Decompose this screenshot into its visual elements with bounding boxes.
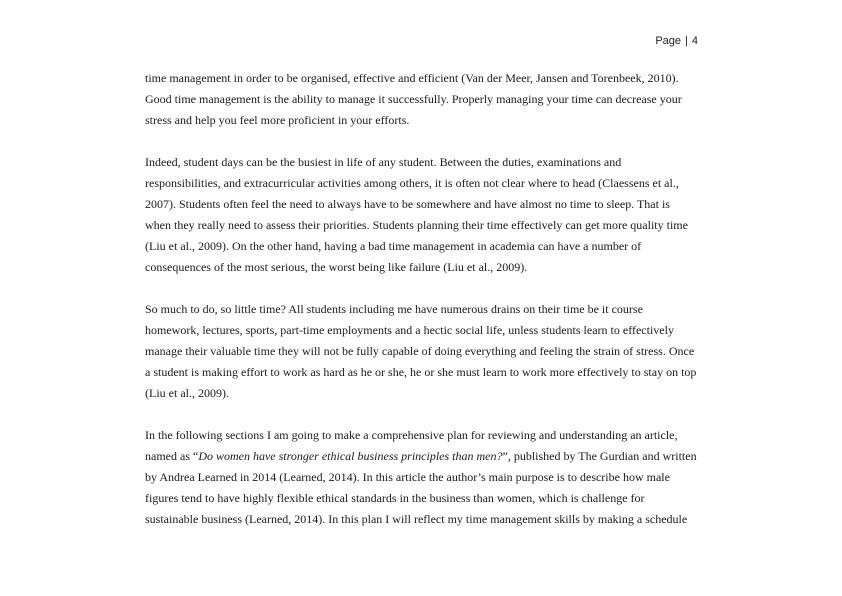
text-line: 2007). Students often feel the need to always have to be somewhere and have almost no time to sleep. That is (145, 197, 670, 211)
text-line: by Andrea Learned in 2014 (Learned, 2014). In this article the author’s main purpose is to describe how male (145, 470, 670, 484)
text-line: figures tend to have highly flexible ethical standards in the business than women, which is challenge for (145, 491, 645, 505)
text-line: time management in order to be organised, effective and efficient (Van der Meer, Jansen and Torenbeek, 2010). (145, 71, 679, 85)
text-line: when they really need to assess their priorities. Students planning their time effectively can get more quality time (145, 218, 688, 232)
paragraph-4 (145, 425, 705, 530)
page-label: Page (655, 35, 682, 47)
page-separator: | (685, 35, 688, 47)
paragraph-1 (145, 68, 705, 131)
page-number: 4 (691, 35, 698, 47)
text-line: (Liu et al., 2009). (145, 386, 229, 400)
page-header (655, 35, 698, 47)
text-segment: named as “ (145, 449, 199, 463)
document-body (145, 68, 705, 551)
text-line: Good time management is the ability to manage it successfully. Properly managing your time can decrease your (145, 92, 682, 106)
text-line: consequences of the most serious, the worst being like failure (Liu et al., 2009). (145, 260, 528, 274)
text-line: So much to do, so little time? All students including me have numerous drains on their time be it course (145, 302, 643, 316)
text-line (145, 446, 705, 467)
text-line: responsibilities, and extracurricular activities among others, it is often not clear where to head (Claessens et al., (145, 176, 679, 190)
text-line: In the following sections I am going to make a comprehensive plan for reviewing and understanding an article, (145, 428, 678, 442)
text-line: manage their valuable time they will not be fully capable of doing everything and feeling the strain of stress. Once (145, 344, 695, 358)
text-segment: ”, published by The Gurdian and written (502, 449, 697, 463)
text-line: homework, lectures, sports, part-time employments and a hectic social life, unless students learn to effectively (145, 323, 674, 337)
paragraph-3 (145, 299, 705, 404)
text-line: (Liu et al., 2009). On the other hand, having a bad time management in academia can have a number of (145, 239, 642, 253)
paragraph-2 (145, 152, 705, 278)
article-title: Do women have stronger ethical business principles than men? (198, 449, 503, 463)
text-line: stress and help you feel more proficient in your efforts. (145, 113, 410, 127)
text-line: sustainable business (Learned, 2014). In this plan I will reflect my time management skills by making a schedule (145, 512, 688, 526)
text-line: a student is making effort to work as hard as he or she, he or she must learn to work more effectively to stay on top (145, 365, 697, 379)
text-line: Indeed, student days can be the busiest in life of any student. Between the duties, examinations and (145, 155, 622, 169)
